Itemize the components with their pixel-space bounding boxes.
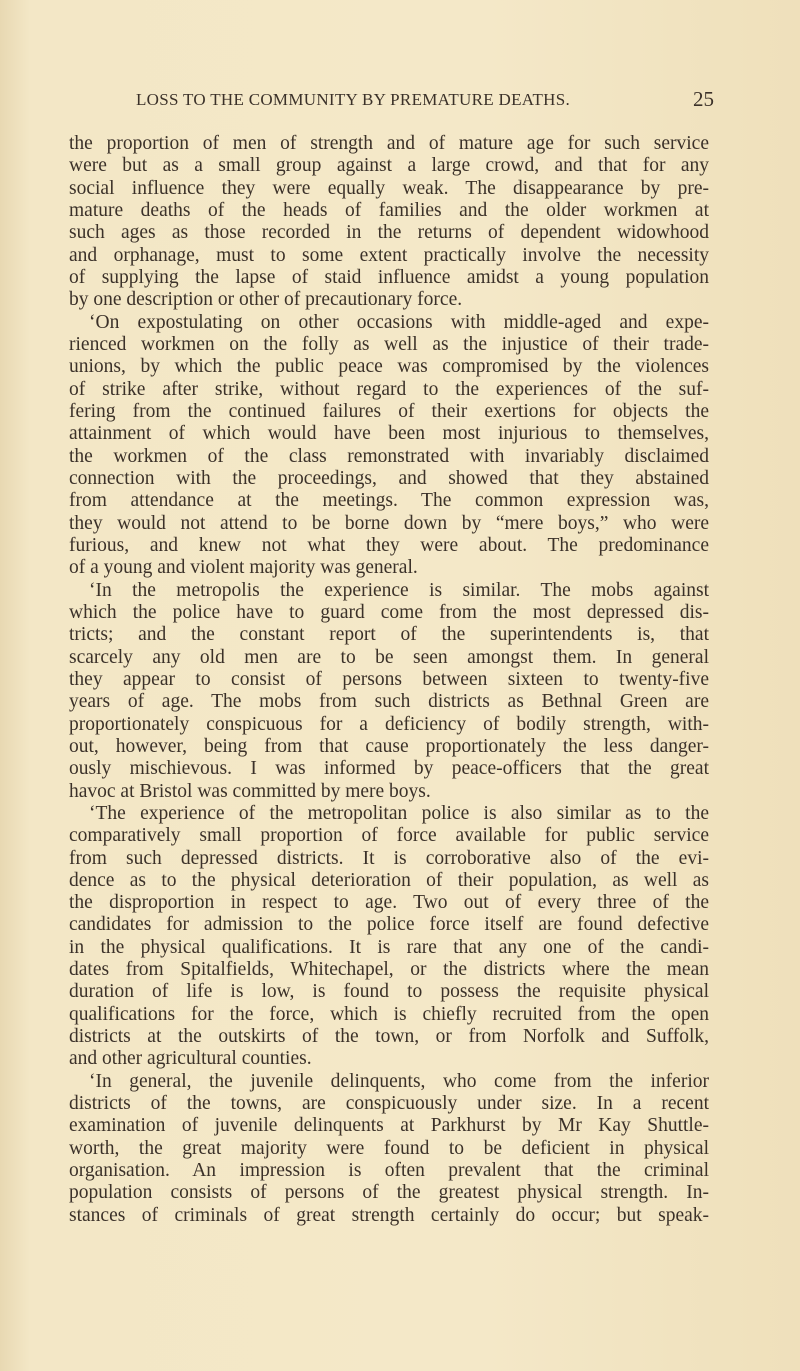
- text-line: the workmen of the class remonstrated with invariably disclaimed: [69, 445, 709, 467]
- text-line: ‘In the metropolis the experience is similar. The mobs against: [89, 579, 709, 601]
- text-line: organisation. An impression is often prevalent that the criminal: [69, 1160, 709, 1182]
- text-line: they appear to consist of persons between sixteen to twenty-five: [69, 668, 709, 690]
- text-line: districts at the outskirts of the town, or from Norfolk and Suffolk,: [69, 1026, 709, 1048]
- text-line: they would not attend to be borne down by “mere boys,” who were: [69, 512, 709, 534]
- page-number: 25: [693, 87, 714, 111]
- text-line: worth, the great majority were found to be deficient in physical: [69, 1137, 709, 1159]
- paragraph: [69, 1071, 709, 1227]
- paragraph: [69, 580, 709, 803]
- text-line: attainment of which would have been most injurious to themselves,: [69, 423, 709, 445]
- text-line: scarcely any old men are to be seen amongst them. In general: [69, 646, 709, 668]
- text-line: dence as to the physical deterioration of their population, as well as: [69, 869, 709, 891]
- text-line: social influence they were equally weak. The disappearance by pre-: [69, 177, 709, 199]
- text-line: the disproportion in respect to age. Two out of every three of the: [69, 892, 709, 914]
- text-line: the proportion of men of strength and of mature age for such service: [69, 133, 709, 154]
- text-line: examination of juvenile delinquents at Parkhurst by Mr Kay Shuttle-: [69, 1115, 709, 1137]
- text-line: of strike after strike, without regard to the experiences of the suf-: [69, 378, 709, 400]
- text-line: tricts; and the constant report of the superintendents is, that: [69, 624, 709, 646]
- text-line: furious, and knew not what they were about. The predominance: [69, 534, 709, 556]
- text-line: stances of criminals of great strength certainly do occur; but speak-: [69, 1204, 709, 1226]
- text-line: ‘In general, the juvenile delinquents, who come from the inferior: [89, 1070, 709, 1092]
- text-line: years of age. The mobs from such districts as Bethnal Green are: [69, 691, 709, 713]
- text-line: from attendance at the meetings. The common expression was,: [69, 490, 709, 512]
- text-line: fering from the continued failures of their exertions for objects the: [69, 400, 709, 422]
- text-line: of a young and violent majority was general.: [69, 557, 418, 579]
- text-line: from such depressed districts. It is corroborative also of the evi-: [69, 847, 709, 869]
- text-line: and other agricultural counties.: [69, 1048, 312, 1070]
- text-line: proportionately conspicuous for a deficiency of bodily strength, with-: [69, 713, 709, 735]
- text-line: mature deaths of the heads of families and the older workmen at: [69, 199, 709, 221]
- text-line: ‘The experience of the metropolitan police is also similar as to the: [89, 802, 709, 824]
- text-line: candidates for admission to the police force itself are found defective: [69, 914, 709, 936]
- text-line: havoc at Bristol was committed by mere boys.: [69, 780, 431, 802]
- text-line: such ages as those recorded in the returns of dependent widowhood: [69, 222, 709, 244]
- text-line: rienced workmen on the folly as well as the injustice of their trade-: [69, 333, 709, 355]
- text-line: and orphanage, must to some extent practically involve the necessity: [69, 244, 709, 266]
- body-text: [69, 133, 709, 1227]
- text-line: in the physical qualifications. It is rare that any one of the candi-: [69, 936, 709, 958]
- text-line: comparatively small proportion of force available for public service: [69, 825, 709, 847]
- text-line: out, however, being from that cause proportionately the less danger-: [69, 735, 709, 757]
- paragraph: [69, 312, 709, 580]
- text-line: were but as a small group against a large crowd, and that for any: [69, 155, 709, 177]
- running-title: LOSS TO THE COMMUNITY BY PREMATURE DEATHS.: [136, 90, 571, 109]
- text-line: which the police have to guard come from the most depressed dis-: [69, 601, 709, 623]
- text-line: districts of the towns, are conspicuously under size. In a recent: [69, 1093, 709, 1115]
- text-line: qualifications for the force, which is chiefly recruited from the open: [69, 1003, 709, 1025]
- text-line: of supplying the lapse of staid influence amidst a young population: [69, 266, 709, 288]
- text-line: population consists of persons of the greatest physical strength. In-: [69, 1182, 709, 1204]
- text-line: ously mischievous. I was informed by peace-officers that the great: [69, 758, 709, 780]
- text-line: connection with the proceedings, and showed that they abstained: [69, 467, 709, 489]
- text-line: dates from Spitalfields, Whitechapel, or the districts where the mean: [69, 959, 709, 981]
- text-line: unions, by which the public peace was compromised by the violences: [69, 356, 709, 378]
- paragraph: [69, 133, 709, 312]
- paragraph: [69, 803, 709, 1071]
- text-line: ‘On expostulating on other occasions with middle-aged and expe-: [89, 311, 709, 333]
- page-header: [136, 87, 714, 116]
- text-line: duration of life is low, is found to possess the requisite physical: [69, 981, 709, 1003]
- text-line: by one description or other of precautionary force.: [69, 289, 463, 311]
